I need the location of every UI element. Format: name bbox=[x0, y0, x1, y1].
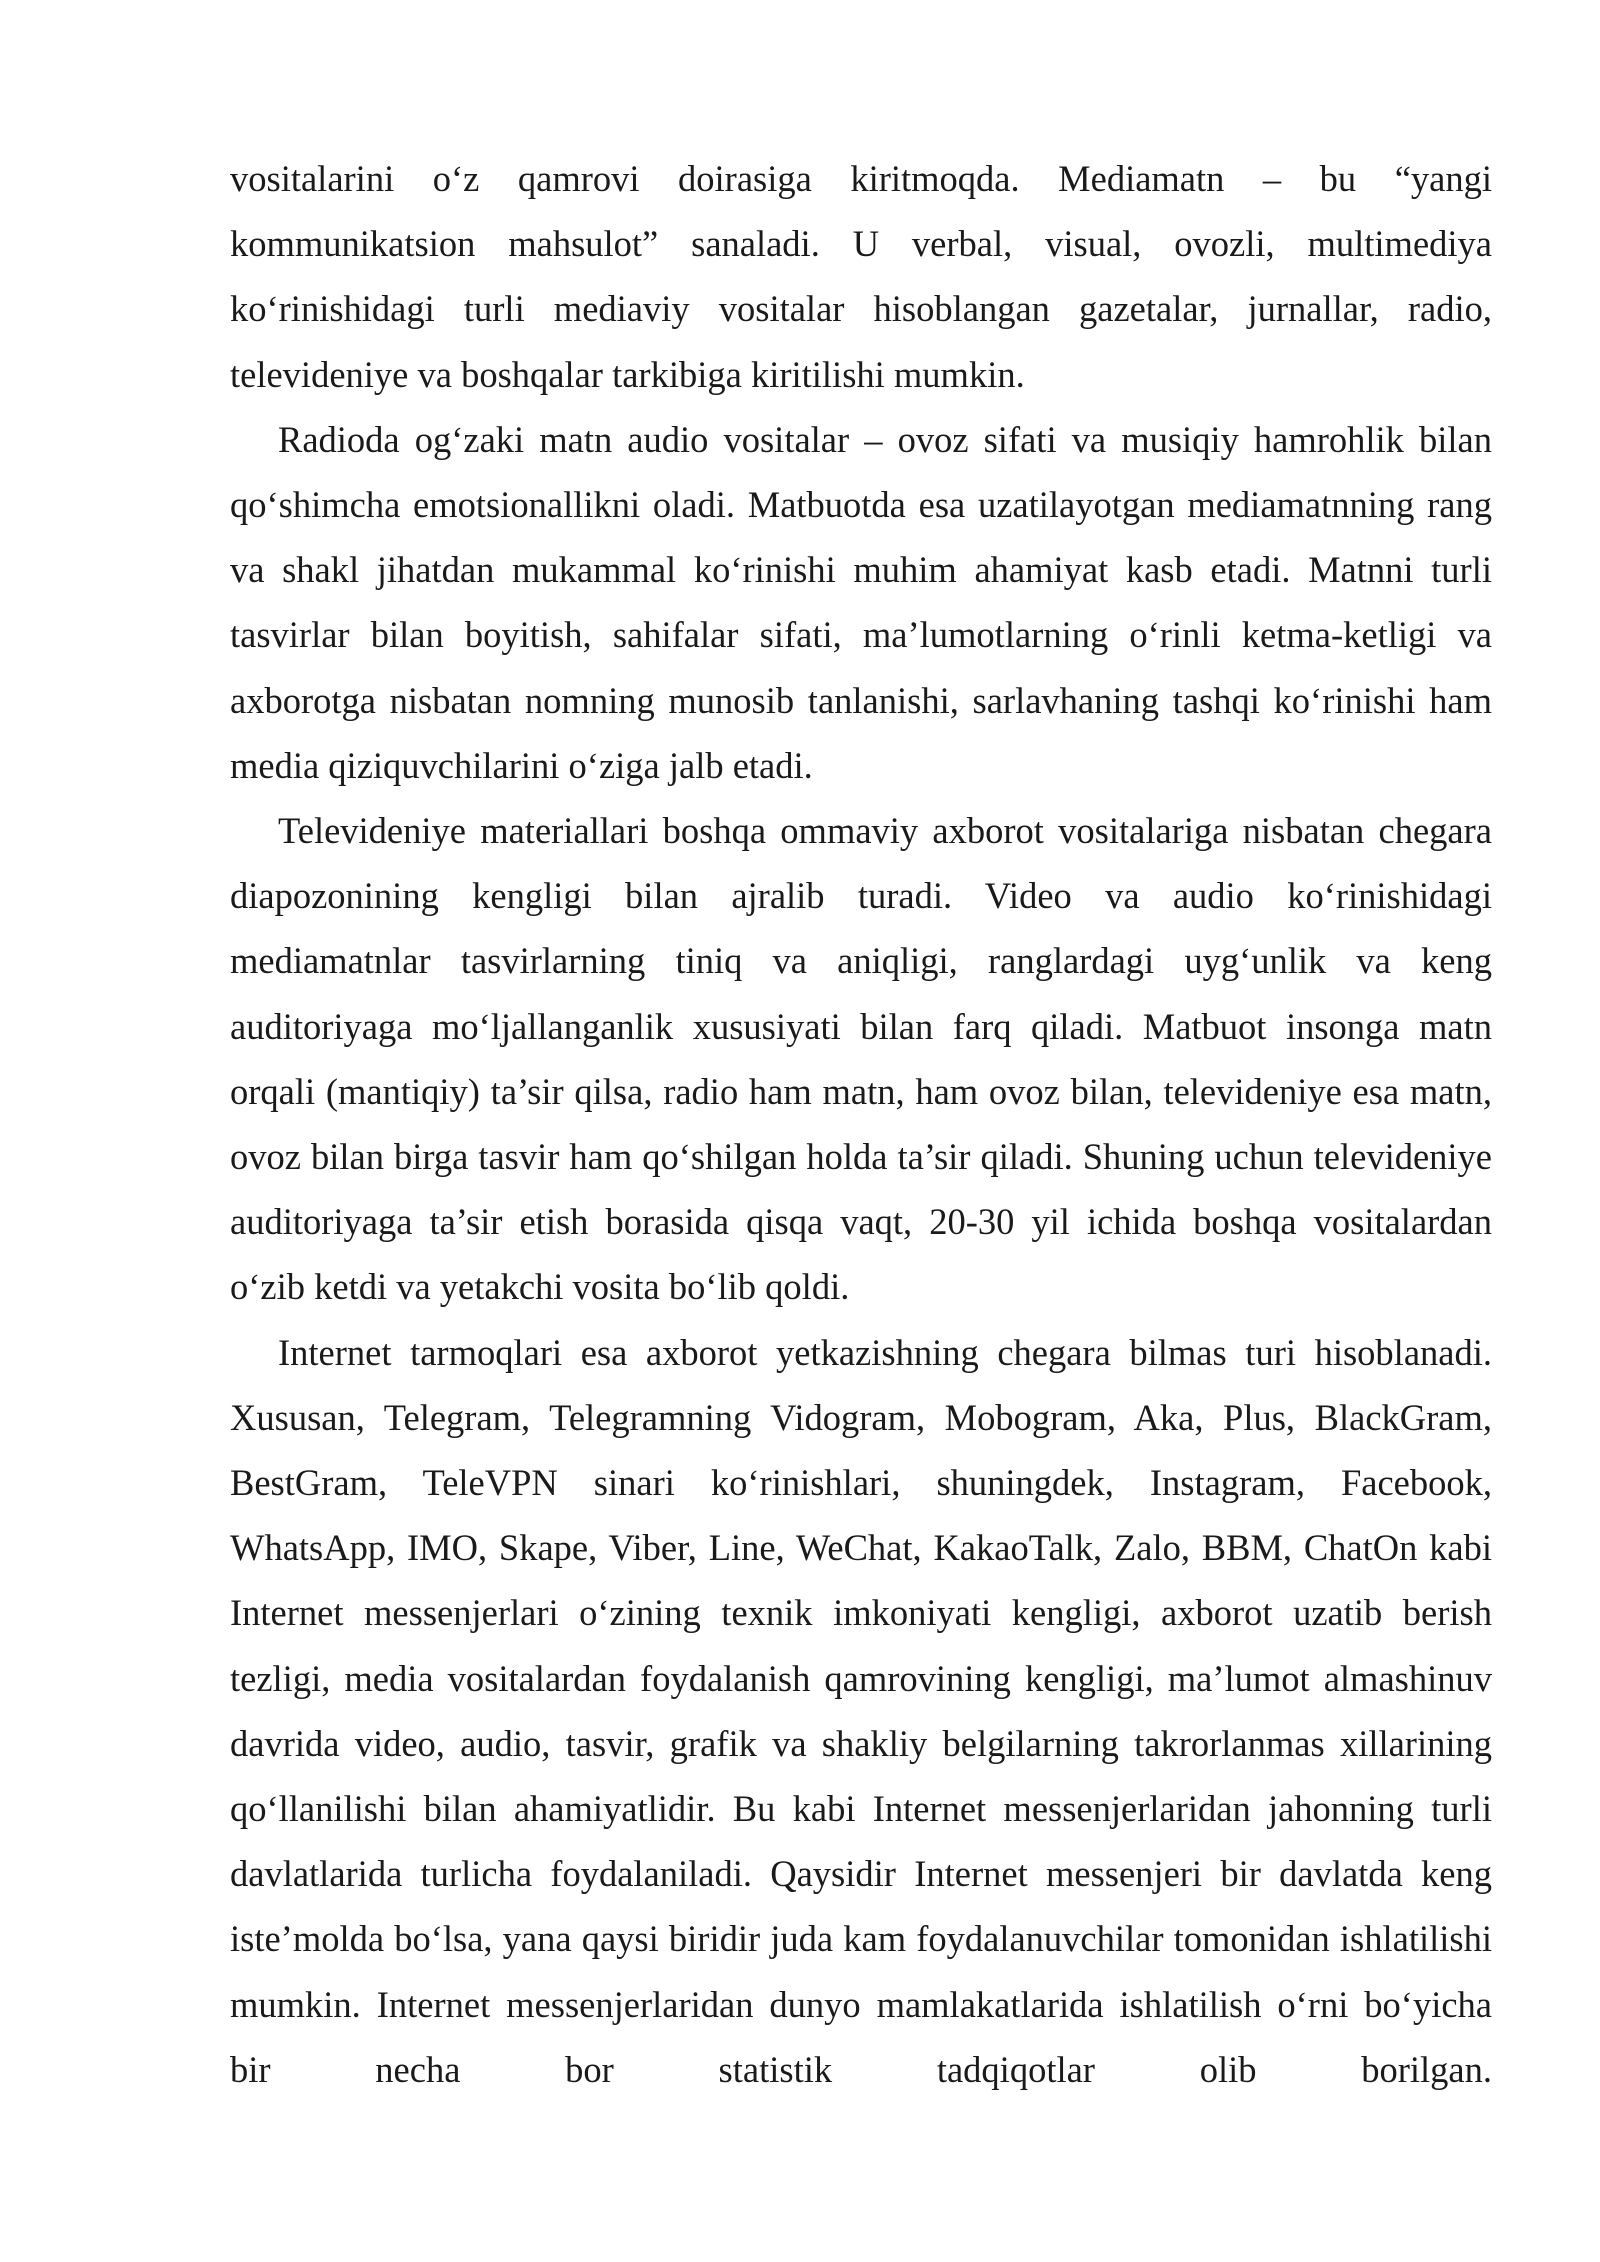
paragraph-3: Televideniye materiallari boshqa ommaviy axborot vositalariga nisbatan chegara diapozonining kengligi bilan ajralib turadi. Video va audio ko‘rinishidagi mediamatnlar tasvirlarning tiniq va aniqligi, ranglardagi uyg‘unlik va keng auditoriyaga mo‘ljallanganlik xususiyati bilan farq qiladi. Matbuot insonga matn orqali (mantiqiy) ta’sir qilsa, radio ham matn, ham ovoz bilan, televideniye esa matn, ovoz bilan birga tasvir ham qo‘shilgan holda ta’sir qiladi. Shuning uchun televideniye auditoriyaga ta’sir etish borasida qisqa vaqt, 20-30 yil ichida boshqa vositalardan o‘zib ketdi va yetakchi vosita bo‘lib qoldi. bbox=[230, 810, 1492, 1308]
paragraph-2: Radioda og‘zaki matn audio vositalar – ovoz sifati va musiqiy hamrohlik bilan qo‘shimcha emotsionallikni oladi. Matbuotda esa uzatilayotgan mediamatnning rang va shakl jihatdan mukammal ko‘rinishi muhim ahamiyat kasb etadi. Matnni turli tasvirlar bilan boyitish, sahifalar sifati, ma’lumotlarning o‘rinli ketma-ketligi va axborotga nisbatan nomning munosib tanlanishi, sarlavhaning tashqi ko‘rinishi ham media qiziquvchilarini o‘ziga jalb etadi. bbox=[230, 418, 1492, 786]
body-text bbox=[230, 146, 1492, 2102]
paragraph-1: vositalarini o‘z qamrovi doirasiga kiritmoqda. Mediamatn – bu “yangi kommunikatsion mahsulot” sanaladi. U verbal, visual, ovozli, multimediya ko‘rinishidagi turli mediaviy vositalar hisoblangan gazetalar, jurnallar, radio, televideniye va boshqalar tarkibiga kiritilishi mumkin. bbox=[230, 158, 1492, 395]
paragraph-4: Internet tarmoqlari esa axborot yetkazishning chegara bilmas turi hisoblanadi. Xususan, Telegram, Telegramning Vidogram, Mobogram, Aka, Plus, BlackGram, BestGram, TeleVPN sinari ko‘rinishlari, shuningdek, Instagram, Facebook, WhatsApp, IMO, Skape, Viber, Line, WeChat, KakaoTalk, Zalo, BBM, ChatOn kabi Internet messenjerlari o‘zining texnik imkoniyati kengligi, axborot uzatib berish tezligi, media vositalardan foydalanish qamrovining kengligi, ma’lumot almashinuv davrida video, audio, tasvir, grafik va shakliy belgilarning takrorlanmas xillarining qo‘llanilishi bilan ahamiyatlidir. Bu kabi Internet messenjerlaridan jahonning turli davlatlarida turlicha foydalaniladi. Qaysidir Internet messenjeri bir davlatda keng iste’molda bo‘lsa, yana qaysi biridir juda kam foydalanuvchilar tomonidan ishlatilishi mumkin. Internet messenjerlaridan dunyo mamlakatlarida ishlatilish o‘rni bo‘yicha bir necha bor statistik tadqiqotlar olib borilgan. bbox=[230, 1331, 1492, 2090]
